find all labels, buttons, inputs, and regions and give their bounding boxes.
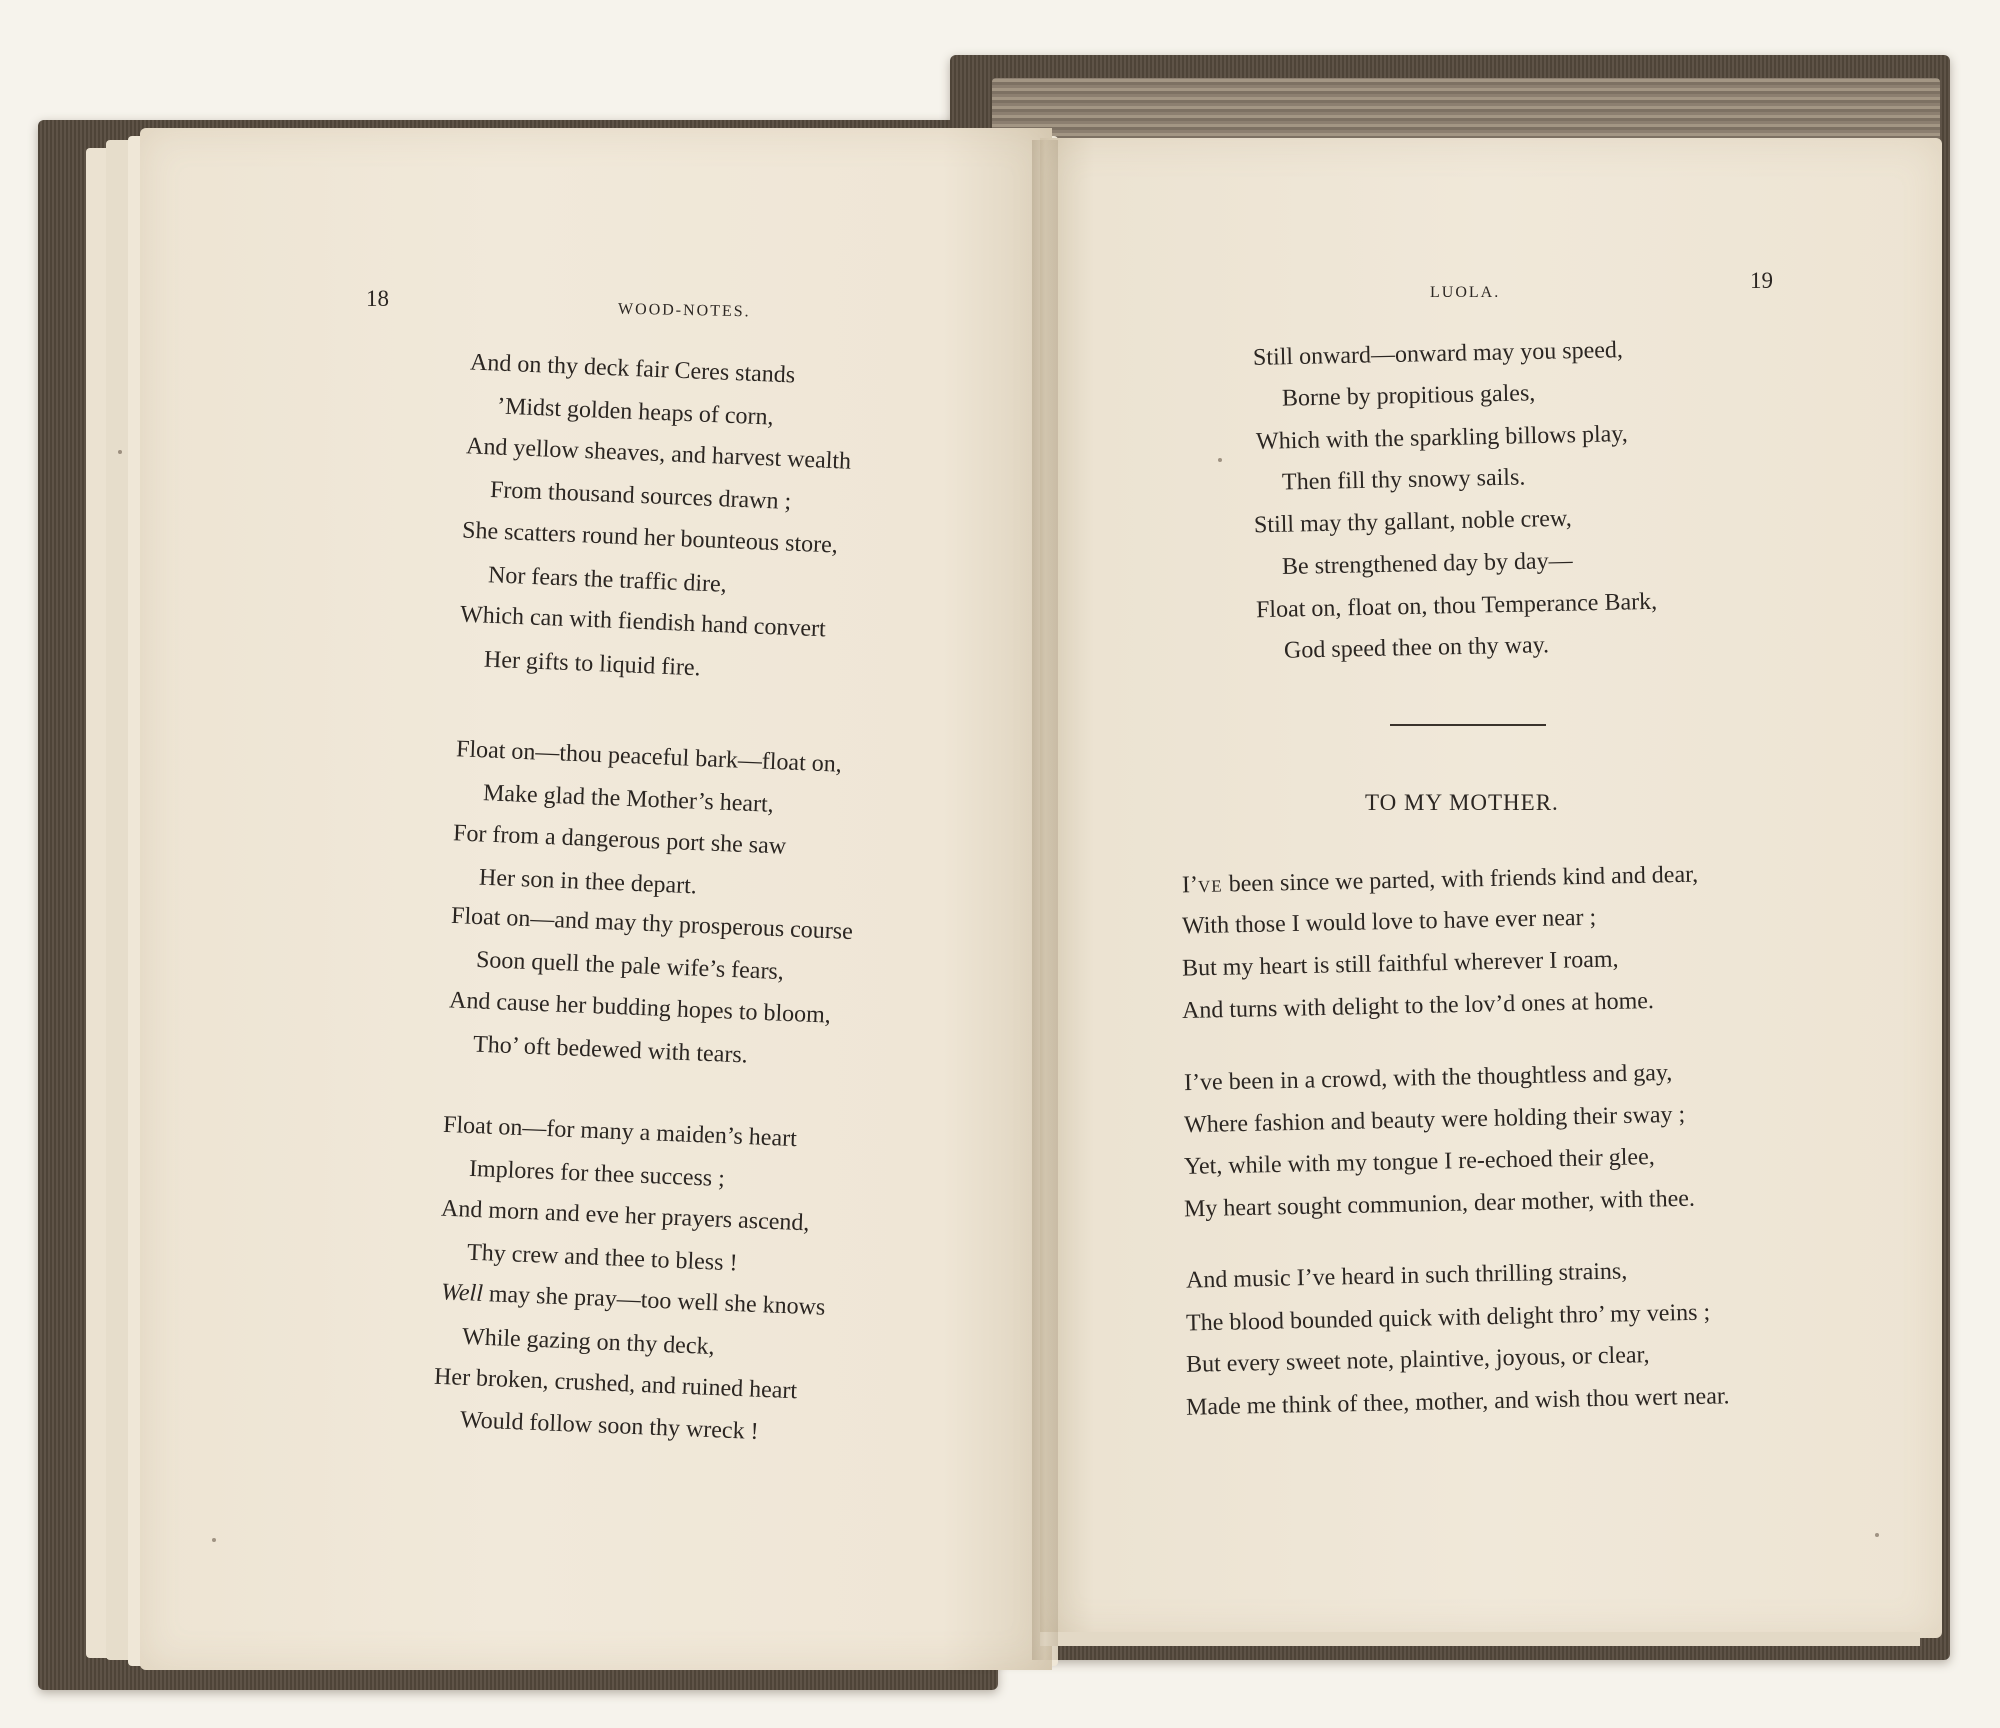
verse-line: Would follow soon thy wreck ! xyxy=(459,1407,760,1445)
verse-line: Be strengthened day by day— xyxy=(1281,547,1573,581)
paper-speck xyxy=(118,450,122,454)
verse-line: From thousand sources drawn ; xyxy=(489,476,792,516)
verse-line-rest: been since we parted, with friends kind and dear, xyxy=(1222,861,1699,898)
verse-line: Float on, float on, thou Temperance Bark, xyxy=(1255,588,1658,624)
verse-line: And morn and eve her prayers ascend, xyxy=(440,1195,810,1237)
verse-line: Float on—and may thy prosperous course xyxy=(450,902,854,946)
right-page-number: 19 xyxy=(1750,268,1773,293)
left-page-number: 18 xyxy=(366,286,389,311)
italic-word: Well xyxy=(440,1279,484,1307)
drop-initial: I’ xyxy=(1181,872,1199,899)
verse-line: Borne by propitious gales, xyxy=(1281,380,1536,412)
verse-line: Then fill thy snowy sails. xyxy=(1281,464,1526,496)
section-rule xyxy=(1390,724,1546,726)
verse-line: My heart sought communion, dear mother, with thee. xyxy=(1183,1185,1696,1223)
page-edge xyxy=(1040,1632,1920,1646)
verse-line: She scatters round her bounteous store, xyxy=(461,517,839,559)
verse-line: ’Midst golden heaps of corn, xyxy=(496,393,775,431)
verse-line: And yellow sheaves, and harvest wealth xyxy=(465,433,852,475)
verse-line: And cause her budding hopes to bloom, xyxy=(448,987,832,1029)
verse-line: For from a dangerous port she saw xyxy=(452,820,787,860)
verse-line: Her broken, crushed, and ruined heart xyxy=(433,1363,798,1405)
small-caps-word: VE xyxy=(1197,876,1223,897)
verse-line: Which with the sparkling billows play, xyxy=(1255,421,1628,455)
verse-line: Make glad the Mother’s heart, xyxy=(482,780,775,818)
verse-line: But every sweet note, plaintive, joyous, or clear, xyxy=(1185,1342,1650,1378)
verse-line: I’ve been in a crowd, with the thoughtless and gay, xyxy=(1183,1059,1673,1097)
verse-line: And on thy deck fair Ceres stands xyxy=(469,349,796,389)
verse-line: Still onward—onward may you speed, xyxy=(1252,337,1624,371)
verse-line: Her gifts to liquid fire. xyxy=(483,646,702,682)
verse-line: Where fashion and beauty were holding their sway ; xyxy=(1183,1101,1686,1139)
paper-speck xyxy=(1218,458,1222,462)
verse-line: God speed thee on thy way. xyxy=(1283,632,1550,664)
verse-line: But my heart is still faithful wherever I roam, xyxy=(1181,946,1619,982)
verse-line: And music I’ve heard in such thrilling strains, xyxy=(1185,1258,1628,1294)
verse-line: Still may thy gallant, noble crew, xyxy=(1253,505,1572,539)
verse-line: Float on—thou peaceful bark—float on, xyxy=(455,736,843,778)
verse-line: Nor fears the traffic dire, xyxy=(487,562,728,598)
verse-line: With those I would love to have ever near ; xyxy=(1181,904,1597,940)
verse-line: Her son in thee depart. xyxy=(478,864,698,900)
verse-line: Soon quell the pale wife’s fears, xyxy=(475,946,785,986)
verse-line: While gazing on thy deck, xyxy=(461,1323,716,1361)
verse-line: Tho’ oft bedewed with tears. xyxy=(472,1031,749,1069)
paper-speck xyxy=(1875,1533,1879,1537)
verse-line: Which can with fiendish hand convert xyxy=(459,601,827,643)
verse-line: Implores for thee success ; xyxy=(468,1155,726,1193)
poem-title: TO MY MOTHER. xyxy=(1365,790,1559,815)
verse-line: Float on—for many a maiden’s heart xyxy=(442,1111,798,1153)
left-running-head: WOOD-NOTES. xyxy=(617,300,751,321)
verse-line: And turns with delight to the lov’d ones at home. xyxy=(1181,988,1655,1024)
verse-line: Made me think of thee, mother, and wish thou wert near. xyxy=(1185,1383,1730,1421)
verse-line-rest: may she pray—too well she knows xyxy=(482,1280,826,1321)
verse-line: The blood bounded quick with delight thro’ my veins ; xyxy=(1185,1299,1711,1337)
verse-line: Yet, while with my tongue I re-echoed their glee, xyxy=(1183,1144,1655,1180)
verse-line: Thy crew and thee to bless ! xyxy=(466,1239,738,1277)
right-running-head: LUOLA. xyxy=(1430,284,1501,301)
paper-speck xyxy=(212,1538,216,1542)
book-gutter xyxy=(1032,140,1058,1660)
